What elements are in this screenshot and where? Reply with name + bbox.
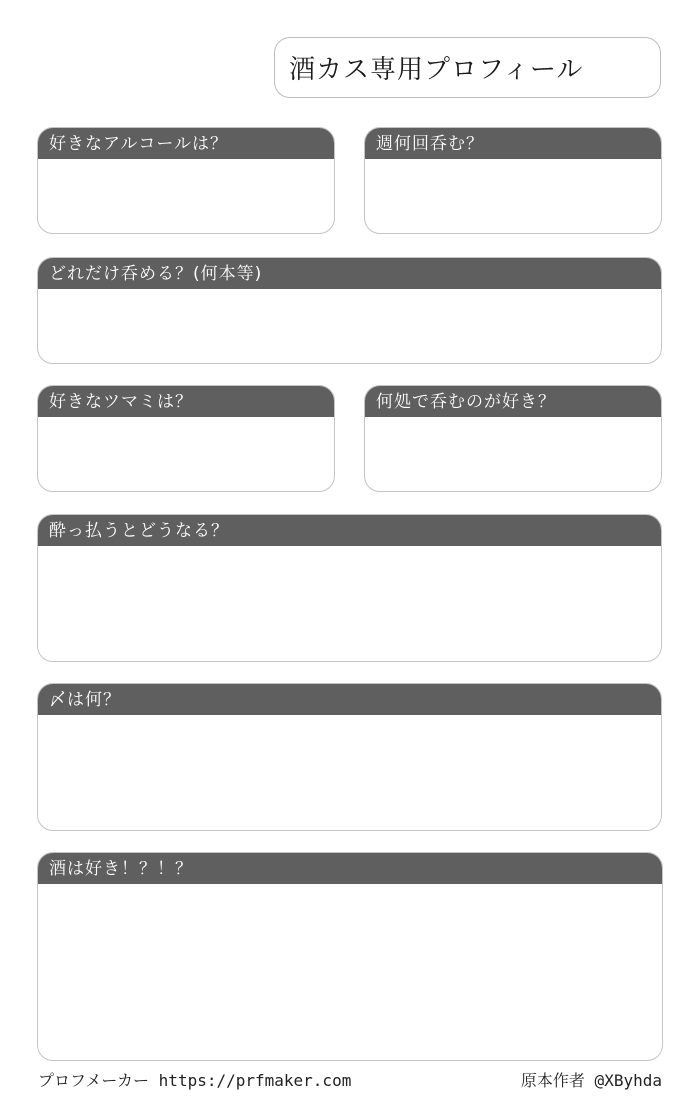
question-card-love-alcohol (37, 852, 663, 1061)
question-card-drinks-per-week (364, 127, 662, 234)
answer-area[interactable] (365, 417, 661, 492)
answer-area[interactable] (38, 884, 662, 1061)
answer-area[interactable] (365, 159, 661, 234)
question-label: 〆は何？ (38, 684, 661, 715)
question-label: 何処で呑むのが好き？ (365, 386, 661, 417)
question-card-favorite-snack (37, 385, 335, 492)
question-label: 酔っ払うとどうなる？ (38, 515, 661, 546)
answer-area[interactable] (38, 159, 334, 234)
question-card-when-drunk (37, 514, 662, 662)
footer-credit-maker: プロフメーカー https://prfmaker.com (38, 1071, 352, 1090)
page-title: 酒カス専用プロフィール (274, 37, 661, 98)
answer-area[interactable] (38, 546, 661, 662)
question-label: 週何回呑む？ (365, 128, 661, 159)
question-label: どれだけ呑める？(何本等) (38, 258, 661, 289)
answer-area[interactable] (38, 417, 334, 492)
question-card-favorite-alcohol (37, 127, 335, 234)
answer-area[interactable] (38, 715, 661, 831)
footer-credit-author: 原本作者 @XByhda (520, 1071, 662, 1090)
question-label: 好きなツマミは？ (38, 386, 334, 417)
question-card-drinking-capacity (37, 257, 662, 364)
question-label: 酒は好き！？！？ (38, 853, 662, 884)
question-card-final-dish (37, 683, 662, 831)
question-card-favorite-place (364, 385, 662, 492)
question-label: 好きなアルコールは？ (38, 128, 334, 159)
answer-area[interactable] (38, 289, 661, 364)
